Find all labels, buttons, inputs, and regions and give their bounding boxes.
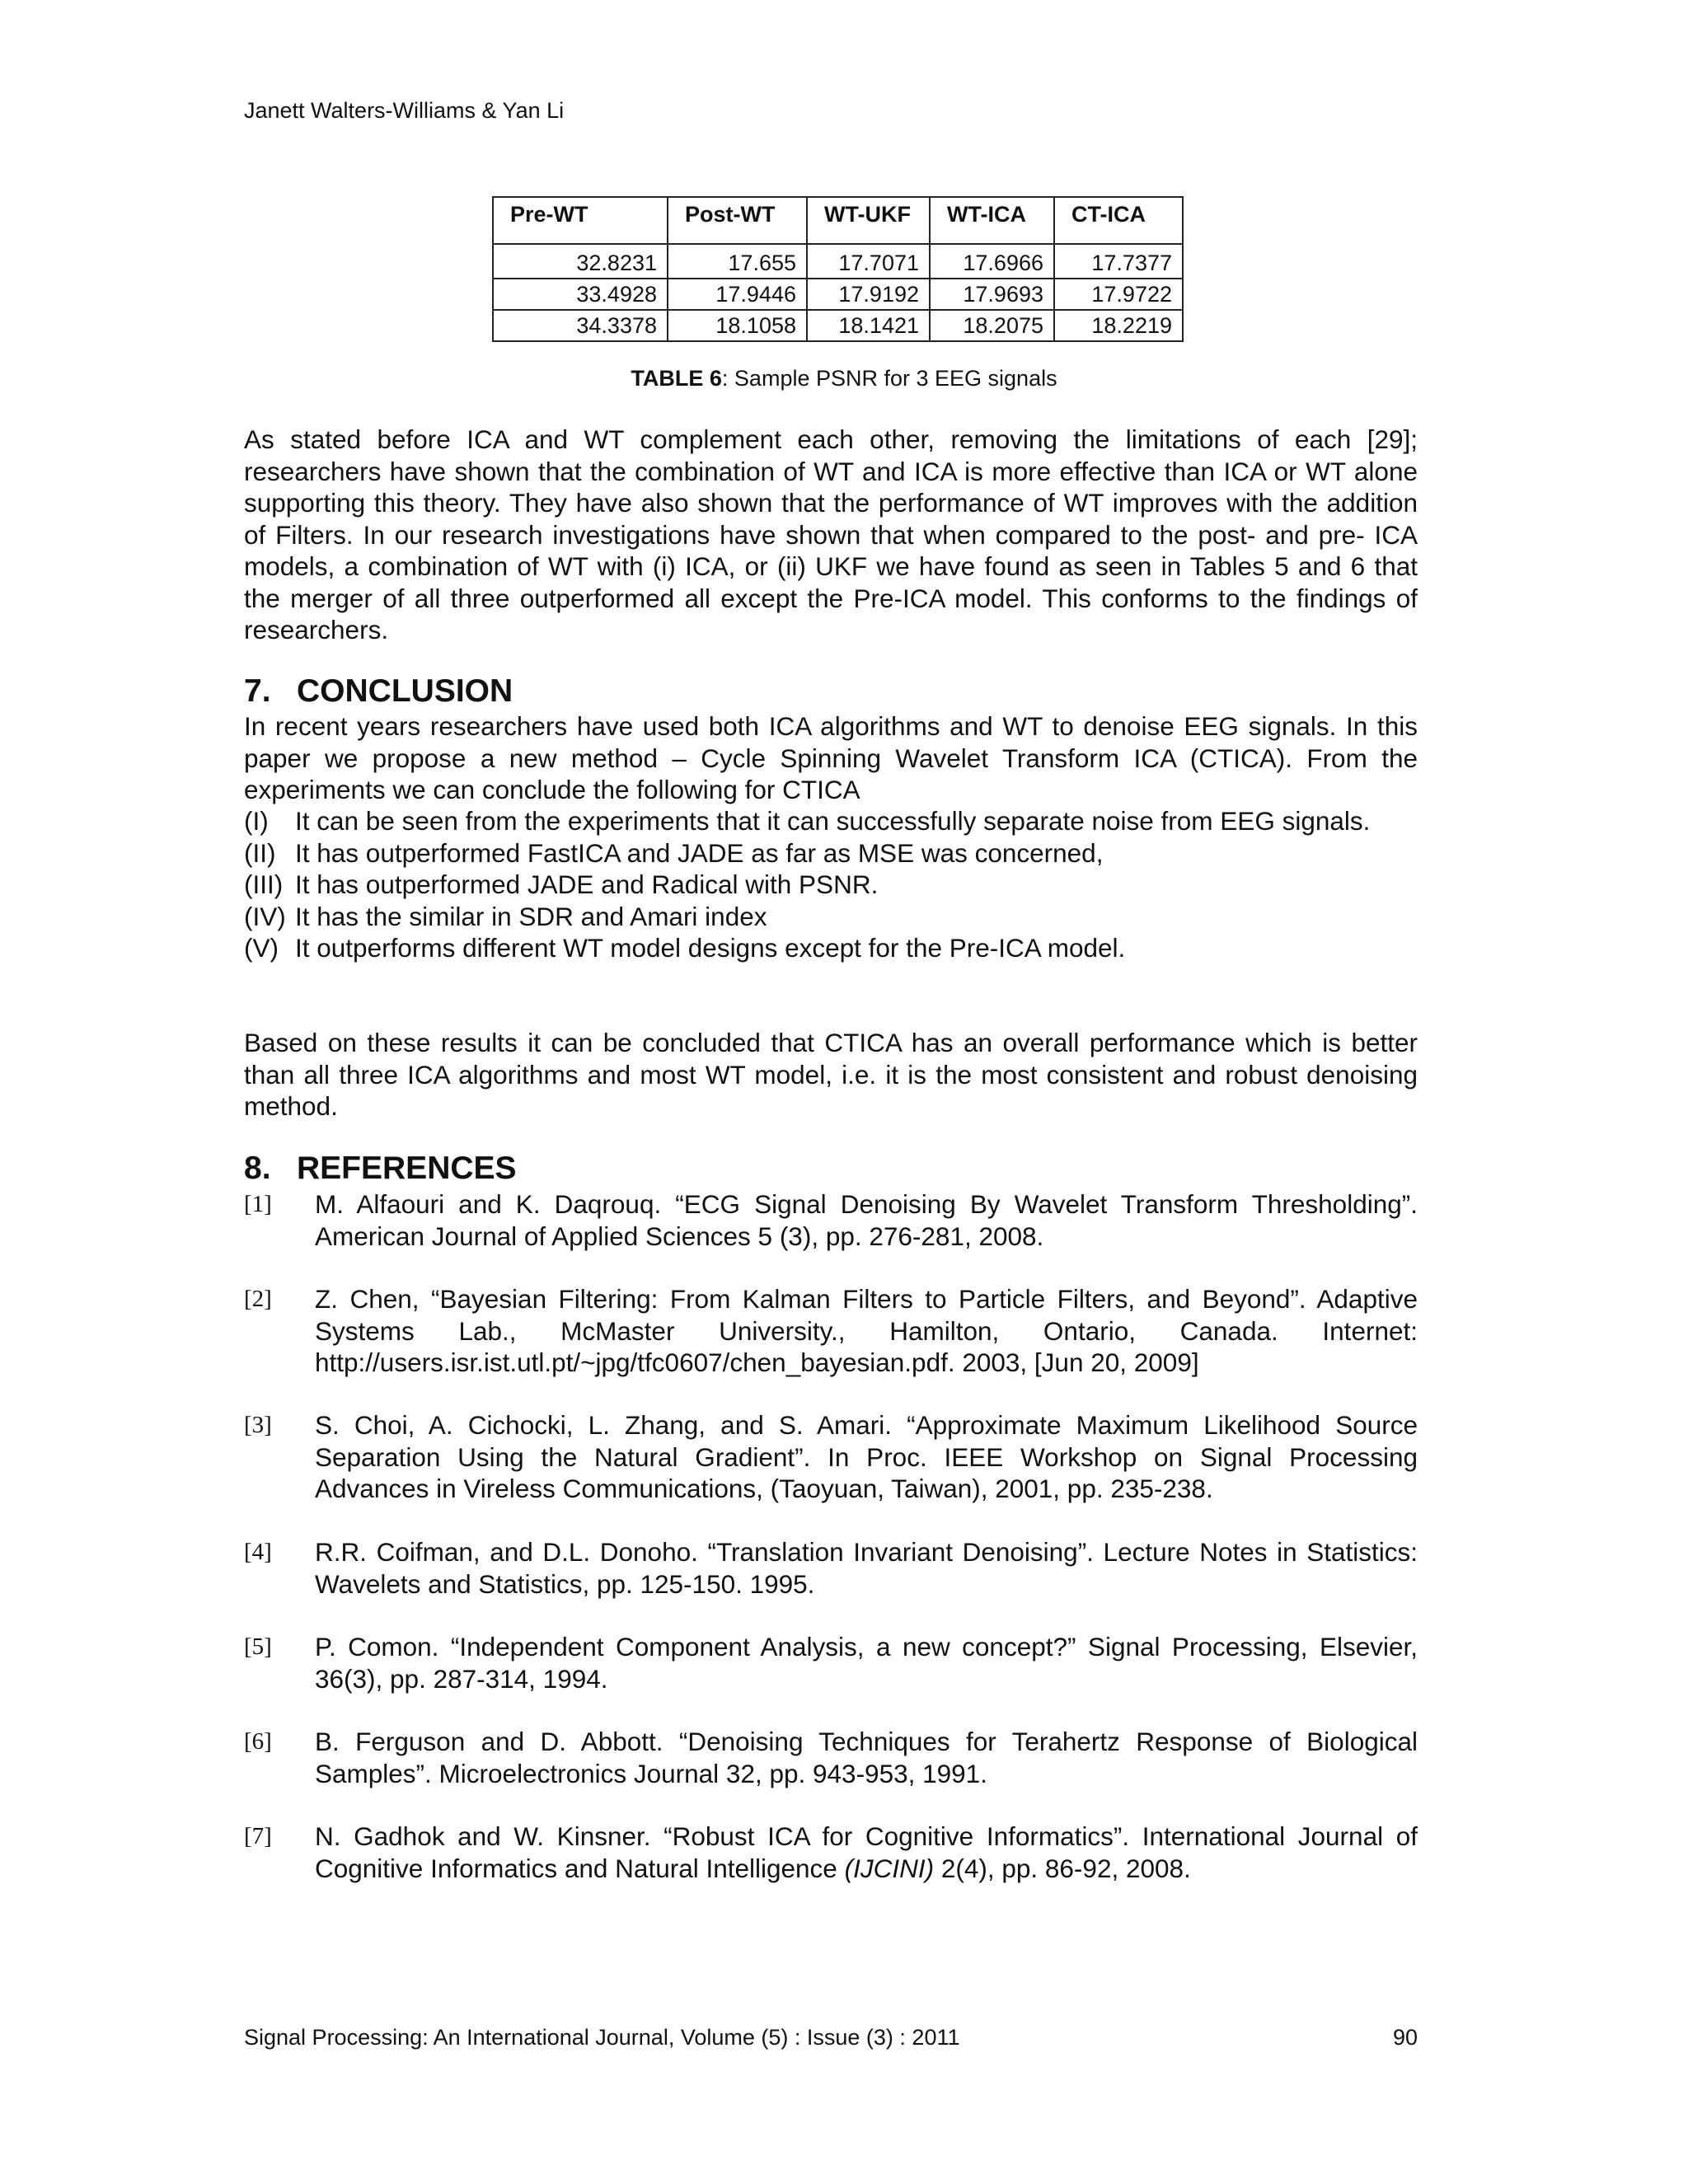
table-cell: 33.4928 <box>493 279 668 310</box>
table-cell: 17.7071 <box>807 244 930 279</box>
table-header-cell: WT-UKF <box>807 197 930 244</box>
list-item <box>244 932 1418 964</box>
reference-text: P. Comon. “Independent Component Analysis, a new concept?” Signal Processing, Elsevier, 36(3), pp. 287-314, 1994. <box>315 1632 1418 1694</box>
table-cell: 18.1058 <box>668 310 807 341</box>
paragraph: As stated before ICA and WT complement each other, removing the limitations of each [29]; researchers have shown that the combination of WT and ICA is more effective than ICA or WT alone supporting this theory. They have also shown that the performance of WT improves with the addition of Filters. In our research investigations have shown that when compared to the post- and pre- ICA models, a combination of WT with (i) ICA, or (ii) UKF we have found as seen in Tables 5 and 6 that the merger of all three outperformed all except the Pre-ICA model. This conforms to the findings of researchers. <box>244 424 1418 644</box>
list-marker: (I) <box>244 806 269 836</box>
journal-abbreviation: (IJCINI) <box>844 1853 935 1883</box>
table-cell: 18.2219 <box>1054 310 1183 341</box>
table-cell: 32.8231 <box>493 244 668 279</box>
footer-journal: Signal Processing: An International Journal, Volume (5) : Issue (3) : 2011 <box>244 2025 960 2050</box>
reference-item <box>244 1536 1418 1600</box>
paragraph: In recent years researchers have used both ICA algorithms and WT to denoise EEG signals. In this paper we propose a new method – Cycle Spinning Wavelet Transform ICA (CTICA). From the experiments we can conclude the following for CTICA <box>244 711 1418 804</box>
table-row <box>493 279 1183 310</box>
list-marker: (III) <box>244 869 284 899</box>
reference-text: M. Alfaouri and K. Daqrouq. “ECG Signal Denoising By Wavelet Transform Thresholding”. American Journal of Applied Sciences 5 (3), pp. 276-281, 2008. <box>315 1189 1418 1251</box>
list-text: It has outperformed FastICA and JADE as far as MSE was concerned, <box>295 837 1104 868</box>
list-marker: (II) <box>244 837 276 868</box>
list-text: It has the similar in SDR and Amari index <box>295 901 767 931</box>
reference-text <box>315 1821 1418 1884</box>
reference-number: [7] <box>244 1823 272 1849</box>
list-item <box>244 805 1418 837</box>
table-row <box>493 310 1183 341</box>
table-cell: 17.6966 <box>930 244 1054 279</box>
reference-item <box>244 1409 1418 1505</box>
reference-number: [4] <box>244 1539 272 1565</box>
reference-text: S. Choi, A. Cichocki, L. Zhang, and S. Amari. “Approximate Maximum Likelihood Source Separation Using the Natural Gradient”. In Proc. IEEE Workshop on Signal Processing Advances in Vireless Communications, (Taoyuan, Taiwan), 2001, pp. 235-238. <box>315 1410 1418 1503</box>
table-cell: 17.9446 <box>668 279 807 310</box>
table-cell: 17.655 <box>668 244 807 279</box>
table-header-cell: WT-ICA <box>930 197 1054 244</box>
section-title: CONCLUSION <box>297 673 513 709</box>
table-caption <box>0 365 1688 391</box>
list-marker: (IV) <box>244 901 286 931</box>
reference-number: [5] <box>244 1633 272 1660</box>
paragraph: Based on these results it can be concluded that CTICA has an overall performance which is better than all three ICA algorithms and most WT model, i.e. it is the most consistent and robust denoising method. <box>244 1028 1418 1121</box>
discussion-paragraph <box>244 424 1418 646</box>
table-cell: 17.9693 <box>930 279 1054 310</box>
page-footer <box>244 2024 1418 2050</box>
list-item <box>244 869 1418 901</box>
list-text: It can be seen from the experiments that it can successfully separate noise from EEG signals. <box>295 806 1371 836</box>
table-cell: 17.9722 <box>1054 279 1183 310</box>
table-row <box>493 244 1183 279</box>
running-head: Janett Walters-Williams & Yan Li <box>244 98 565 123</box>
reference-number: [3] <box>244 1412 272 1438</box>
table-cell: 17.9192 <box>807 279 930 310</box>
reference-text-part: 2(4), pp. 86-92, 2008. <box>934 1853 1191 1883</box>
section-heading-conclusion <box>244 673 513 710</box>
reference-number: [1] <box>244 1191 272 1217</box>
conclusion-closing <box>244 1027 1418 1122</box>
reference-text: B. Ferguson and D. Abbott. “Denoising Techniques for Terahertz Response of Biological Samples”. Microelectronics Journal 32, pp. 943-953, 1991. <box>315 1727 1418 1788</box>
reference-item <box>244 1726 1418 1789</box>
reference-text: Z. Chen, “Bayesian Filtering: From Kalman Filters to Particle Filters, and Beyond”. Adaptive Systems Lab., McMaster University., Hamilton, Ontario, Canada. Internet: http://users.isr.ist.utl.pt/~jpg/tfc0607/chen_bayesian.pdf. 2003, [Jun 20, 2009] <box>315 1284 1418 1377</box>
reference-item <box>244 1283 1418 1379</box>
table-header-cell: CT-ICA <box>1054 197 1183 244</box>
reference-item <box>244 1631 1418 1694</box>
reference-item <box>244 1188 1418 1252</box>
reference-text: R.R. Coifman, and D.L. Donoho. “Translation Invariant Denoising”. Lecture Notes in Statistics: Wavelets and Statistics, pp. 125-150. 1995. <box>315 1537 1418 1599</box>
section-heading-references <box>244 1151 517 1187</box>
list-text: It has outperformed JADE and Radical with PSNR. <box>295 869 879 899</box>
table-header-cell: Post-WT <box>668 197 807 244</box>
reference-item <box>244 1821 1418 1884</box>
reference-number: [2] <box>244 1286 272 1312</box>
table-header-cell: Pre-WT <box>493 197 668 244</box>
reference-text-part: N. Gadhok and W. Kinsner. “Robust ICA for Cognitive Informatics”. International Journal of Cognitive Informatics and Natural Intelligence <box>315 1821 1418 1883</box>
table-caption-label: TABLE 6 <box>631 366 722 391</box>
page-number: 90 <box>1392 2025 1418 2050</box>
table-cell: 17.7377 <box>1054 244 1183 279</box>
list-item <box>244 901 1418 933</box>
reference-number: [6] <box>244 1728 272 1755</box>
table-cell: 18.1421 <box>807 310 930 341</box>
table-cell: 18.2075 <box>930 310 1054 341</box>
conclusion-list <box>244 805 1418 964</box>
list-item <box>244 837 1418 869</box>
list-marker: (V) <box>244 933 279 963</box>
table-caption-text: : Sample PSNR for 3 EEG signals <box>721 366 1057 391</box>
conclusion-intro <box>244 710 1418 806</box>
table-cell: 34.3378 <box>493 310 668 341</box>
list-text: It outperforms different WT model designs except for the Pre-ICA model. <box>295 933 1126 963</box>
section-title: REFERENCES <box>297 1151 517 1186</box>
psnr-table <box>492 196 1184 342</box>
table-header-row <box>493 197 1183 244</box>
section-number: 7. <box>244 673 271 709</box>
section-number: 8. <box>244 1151 271 1186</box>
